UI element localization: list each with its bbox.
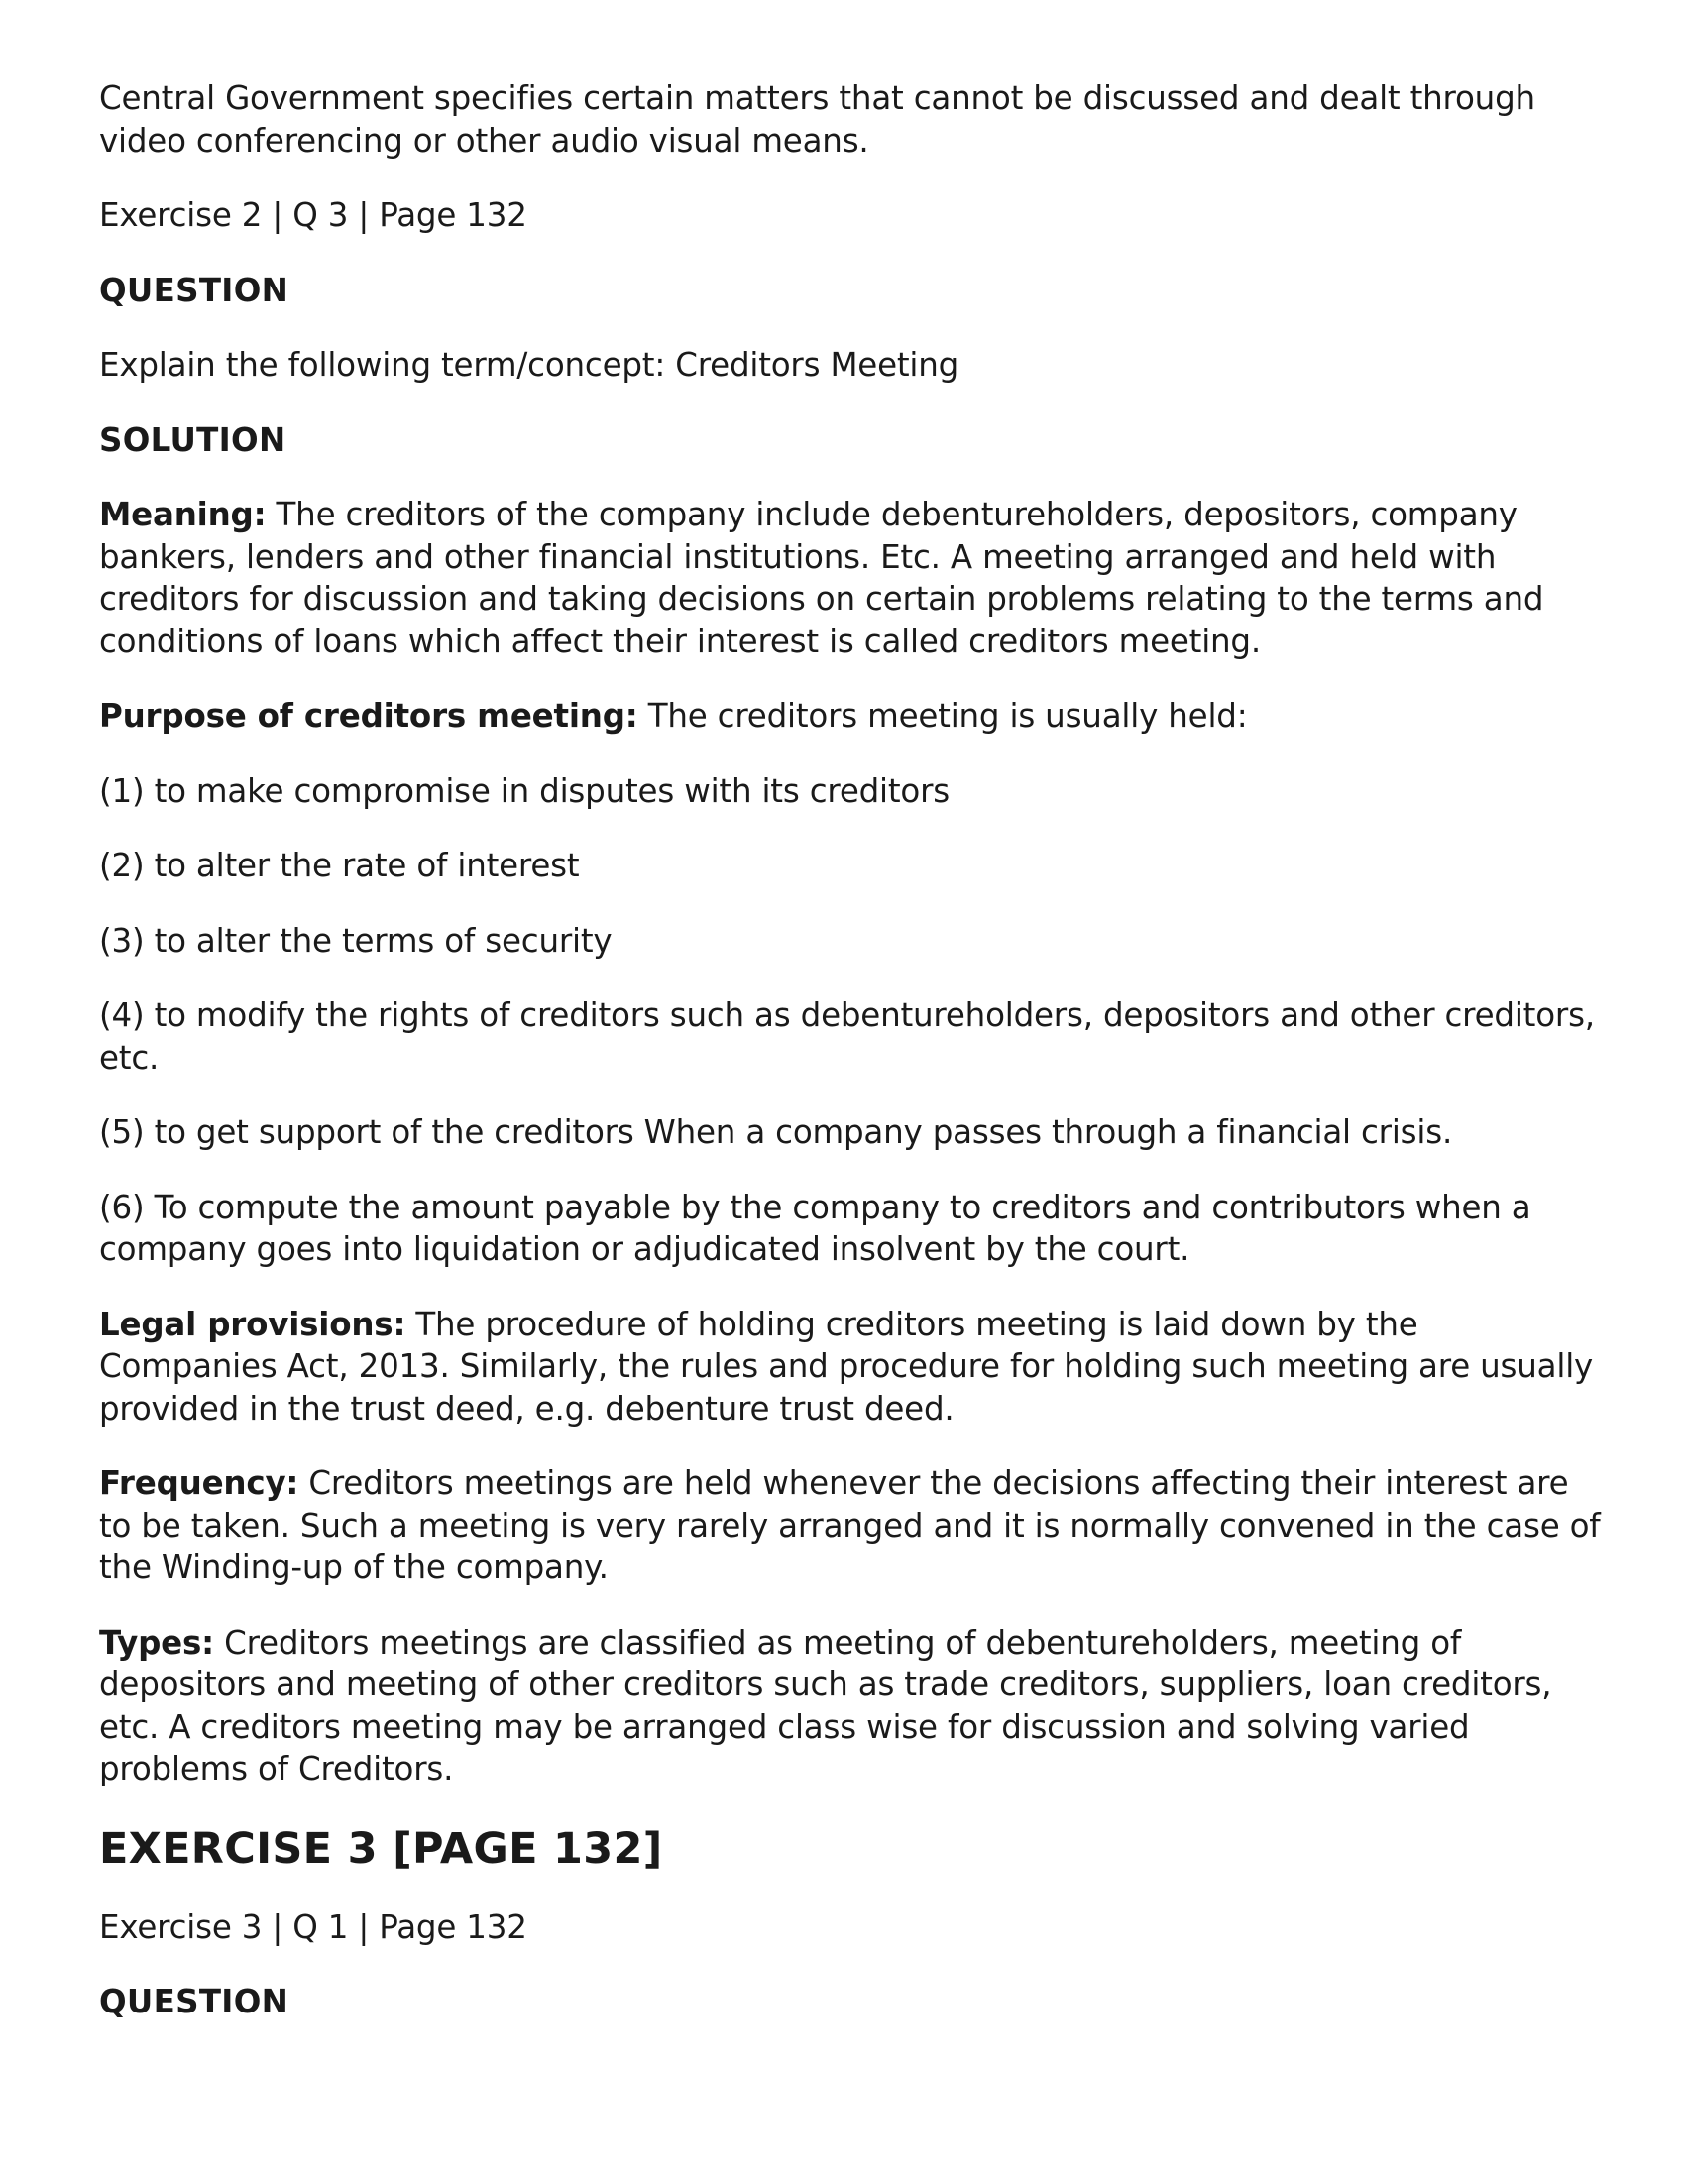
types-label: Types: xyxy=(99,1623,214,1662)
question-heading: QUESTION xyxy=(99,271,289,309)
exercise-heading: EXERCISE 3 [PAGE 132] xyxy=(99,1823,663,1874)
purpose-label: Purpose of creditors meeting: xyxy=(99,697,638,735)
solution-heading: SOLUTION xyxy=(99,420,286,459)
purpose-item: (6) To compute the amount payable by the company to creditors and contributors when a company goes into liquidation or adjudicated insolvent by the court. xyxy=(99,1188,1531,1268)
question-heading: QUESTION xyxy=(99,1983,289,2020)
frequency-label: Frequency: xyxy=(99,1464,299,1502)
legal-paragraph xyxy=(99,1304,1606,1431)
intro-paragraph: Central Government specifies certain matters that cannot be discussed and dealt through video conferencing or other audio visual means. xyxy=(99,79,1535,160)
question-text: Explain the following term/concept: Creditors Meeting xyxy=(99,346,959,384)
frequency-text: Creditors meetings are held whenever the decisions affecting their interest are to be taken. Such a meeting is very rarely arranged and it is normally convened in the case of the Winding-up of the company. xyxy=(99,1464,1601,1586)
purpose-text: The creditors meeting is usually held: xyxy=(637,697,1248,735)
purpose-item: (5) to get support of the creditors When a company passes through a financial crisis. xyxy=(99,1113,1453,1151)
meaning-paragraph xyxy=(99,494,1606,662)
purpose-item: (1) to make compromise in disputes with its creditors xyxy=(99,771,950,810)
legal-text: The procedure of holding creditors meeting is laid down by the Companies Act, 2013. Similarly, the rules and procedure for holding such meeting are usually provided in the trust deed, e.g. debenture trust deed. xyxy=(99,1305,1594,1428)
question-reference: Exercise 2 | Q 3 | Page 132 xyxy=(99,196,527,234)
meaning-label: Meaning: xyxy=(99,496,267,533)
purpose-item: (3) to alter the terms of security xyxy=(99,921,613,960)
types-paragraph xyxy=(99,1622,1606,1790)
frequency-paragraph xyxy=(99,1462,1606,1589)
document-page xyxy=(99,77,1606,2056)
purpose-paragraph xyxy=(99,695,1606,738)
legal-label: Legal provisions: xyxy=(99,1305,406,1343)
question-reference: Exercise 3 | Q 1 | Page 132 xyxy=(99,1907,527,1946)
purpose-item: (2) to alter the rate of interest xyxy=(99,847,580,884)
meaning-text: The creditors of the company include debentureholders, depositors, company bankers, lenders and other financial institutions. Etc. A meeting arranged and held with creditors for discussion and taking decisions on certain problems relating to the terms and conditions of loans which affect their interest is called creditors meeting. xyxy=(99,496,1544,660)
types-text: Creditors meetings are classified as meeting of debentureholders, meeting of depositors and meeting of other creditors such as trade creditors, suppliers, loan creditors, etc. A creditors meeting may be arranged class wise for discussion and solving varied problems of Creditors. xyxy=(99,1623,1552,1787)
purpose-item: (4) to modify the rights of creditors such as debentureholders, depositors and other creditors, etc. xyxy=(99,996,1595,1077)
